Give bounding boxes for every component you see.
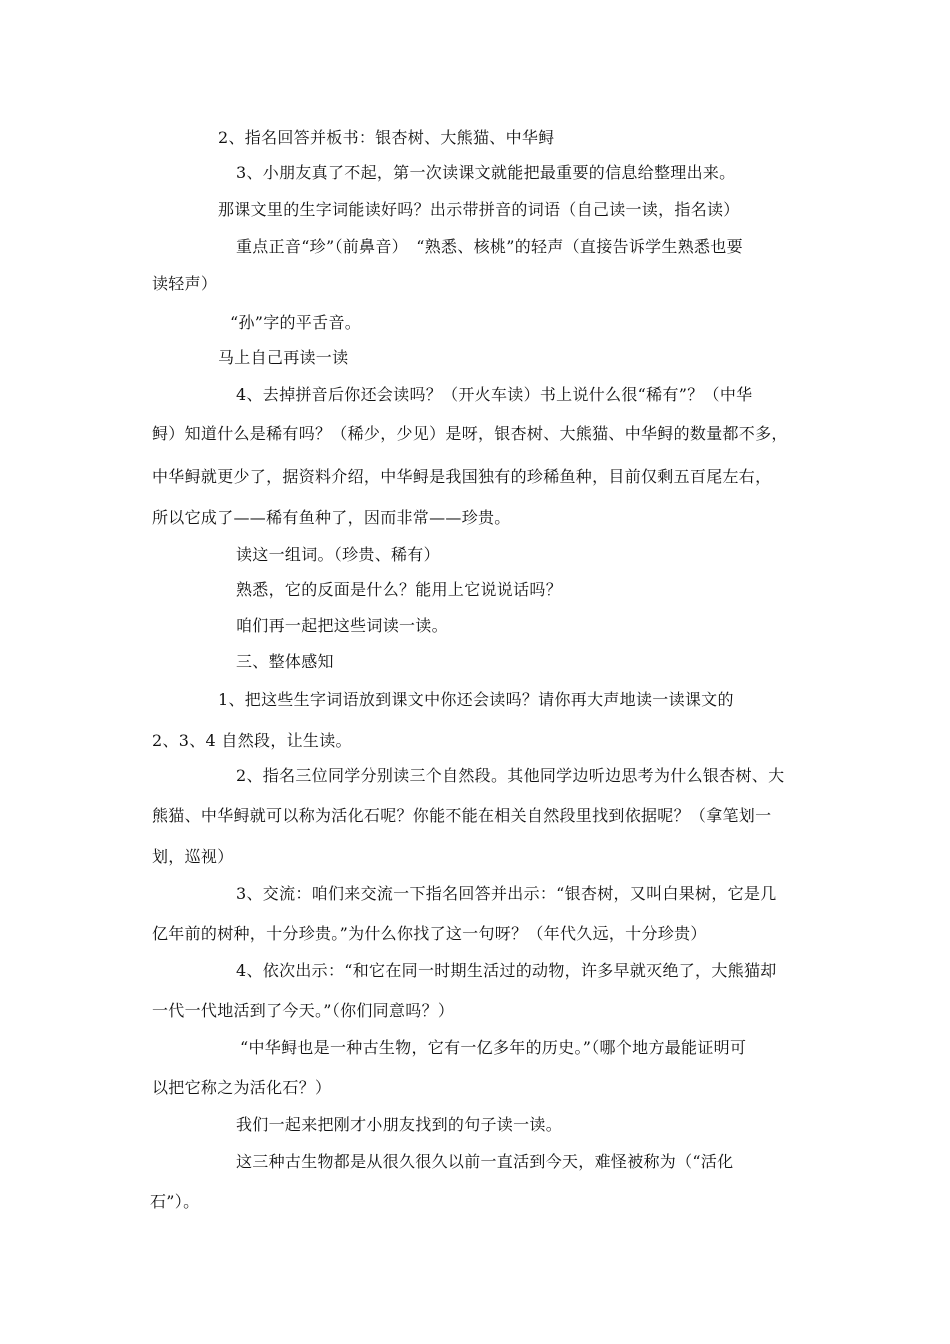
text-line: 熟悉，它的反面是什么？能用上它说说话吗？ — [236, 580, 563, 599]
text-line: 所以它成了——稀有鱼种了，因而非常——珍贵。 — [152, 508, 511, 527]
text-line: 4、去掉拼音后你还会读吗？（开火车读）书上说什么很“稀有”？（中华 — [236, 385, 753, 404]
text-line: 马上自己再读一读 — [218, 348, 349, 367]
text-line: 读这一组词。（珍贵、稀有） — [236, 545, 440, 564]
text-line: 1、把这些生字词语放到课文中你还会读吗？请你再大声地读一读课文的 — [218, 690, 734, 709]
text-line: 一代一代地活到了今天。”（你们同意吗？） — [152, 1001, 455, 1020]
text-line: 咱们再一起把这些词读一读。 — [236, 616, 448, 635]
text-line: 三、整体感知 — [236, 652, 334, 671]
text-line: 2、指名三位同学分别读三个自然段。其他同学边听边思考为什么银杏树、大 — [236, 766, 785, 785]
text-line: 亿年前的树种，十分珍贵。”为什么你找了这一句呀？（年代久远，十分珍贵） — [152, 924, 707, 943]
text-line: 重点正音“珍”（前鼻音） “熟悉、核桃”的轻声（直接告诉学生熟悉也要 — [236, 237, 743, 256]
text-line: 那课文里的生字词能读好吗？出示带拼音的词语（自己读一读，指名读） — [218, 200, 740, 219]
text-line: 2、3、4 自然段，让生读。 — [152, 731, 352, 750]
text-line: 2、指名回答并板书：银杏树、大熊猫、中华鲟 — [218, 128, 555, 147]
text-line: 4、依次出示：“和它在同一时期生活过的动物，许多早就灭绝了，大熊猫却 — [236, 961, 777, 980]
text-line: “中华鲟也是一种古生物，它有一亿多年的历史。”（哪个地方最能证明可 — [240, 1038, 747, 1057]
text-line: 3、小朋友真了不起，第一次读课文就能把最重要的信息给整理出来。 — [236, 163, 736, 182]
text-line: 读轻声） — [152, 274, 218, 293]
text-line: 划，巡视） — [152, 847, 234, 866]
text-line: 熊猫、中华鲟就可以称为活化石呢？你能不能在相关自然段里找到依据呢？（拿笔划一 — [152, 806, 772, 825]
text-line: 中华鲟就更少了，据资料介绍，中华鲟是我国独有的珍稀鱼种，目前仅剩五百尾左右， — [152, 467, 772, 486]
text-line: 这三种古生物都是从很久很久以前一直活到今天，难怪被称为（“活化 — [236, 1152, 734, 1171]
text-line: “孙”字的平舌音。 — [230, 313, 362, 332]
text-line: 鲟）知道什么是稀有吗？（稀少，少见）是呀，银杏树、大熊猫、中华鲟的数量都不多， — [152, 424, 788, 443]
text-line: 石”）。 — [150, 1192, 200, 1211]
text-line: 我们一起来把刚才小朋友找到的句子读一读。 — [236, 1115, 563, 1134]
text-line: 以把它称之为活化石？） — [152, 1078, 332, 1097]
text-line: 3、交流：咱们来交流一下指名回答并出示：“银杏树，又叫白果树，它是几 — [236, 884, 777, 903]
